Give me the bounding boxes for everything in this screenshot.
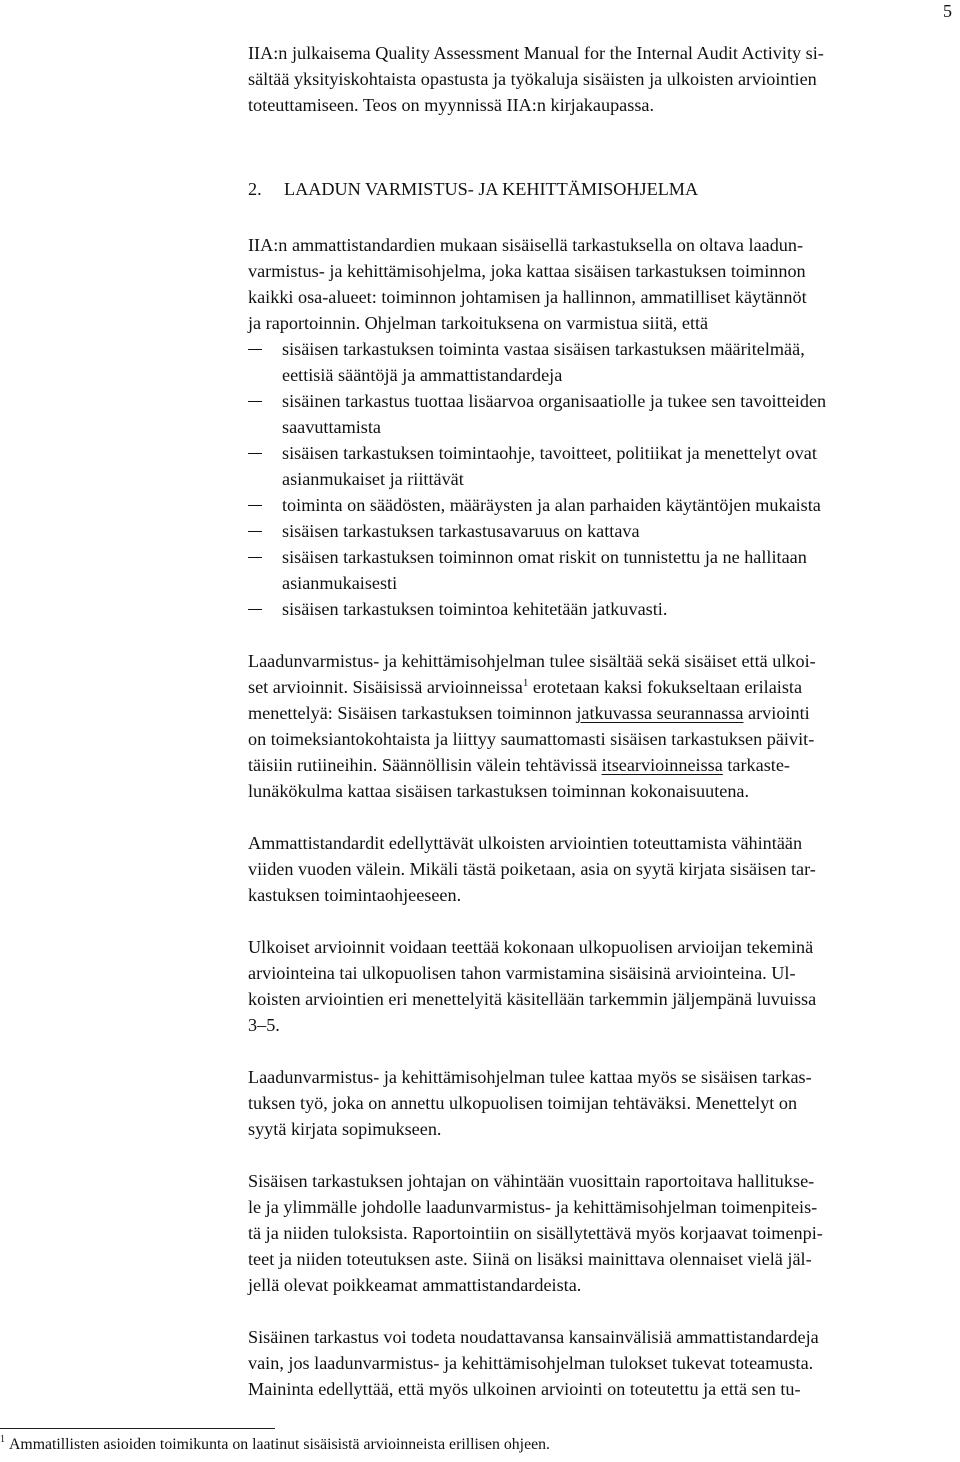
text-line: kaikki osa-alueet: toiminnon johtamisen ja hallinnon, ammatilliset käytännöt [248, 287, 807, 307]
text-line: Maininta edellyttää, että myös ulkoinen arviointi on toteutettu ja että sen tu- [248, 1379, 801, 1399]
dash-bullet-icon [248, 336, 262, 362]
footnote-text: Ammatillisten asioiden toimikunta on laatinut sisäisistä arvioinneista erillisen ohjeen. [9, 1436, 550, 1453]
text-line: tuksen työ, joka on annettu ulkopuolisen toimijan tehtäväksi. Menettelyt on [248, 1093, 798, 1113]
text-line: viiden vuoden välein. Mikäli tästä poiketaan, asia on syytä kirjata sisäisen tar- [248, 859, 816, 879]
list-item [248, 492, 956, 518]
dash-bullet-icon [248, 492, 262, 518]
paragraph-7 [248, 1324, 956, 1402]
text-line: sisäisen tarkastuksen toimintoa kehitetään jatkuvasti. [282, 599, 668, 619]
text-line: kastuksen toimintaohjeeseen. [248, 885, 462, 905]
text-line: teet ja niiden toteutuksen aste. Siinä on lisäksi mainittava olennaiset vielä jäl- [248, 1249, 812, 1269]
text-line: Ulkoiset arvioinnit voidaan teettää kokonaan ulkopuolisen arvioijan tekeminä [248, 937, 814, 957]
text-line [248, 674, 956, 700]
text-span: arviointi [743, 703, 810, 723]
text-line: Laadunvarmistus- ja kehittämisohjelman tulee sisältää sekä sisäiset että ulkoi- [248, 651, 816, 671]
text-line [248, 700, 956, 726]
text-line: IIA:n julkaisema Quality Assessment Manual for the Internal Audit Activity si- [248, 43, 824, 63]
text-line: eettisiä sääntöjä ja ammattistandardeja [282, 365, 563, 385]
underlined-term: jatkuvassa seurannassa [576, 703, 744, 723]
list-item [248, 518, 956, 544]
text-span: set arvioinnit. Sisäisissä arvioinneissa [248, 677, 523, 697]
text-line [248, 752, 956, 778]
paragraph-6 [248, 1168, 956, 1298]
text-line: syytä kirjata sopimukseen. [248, 1119, 442, 1139]
paragraph-2 [248, 648, 956, 804]
dash-bullet-icon [248, 440, 262, 466]
dash-bullet-icon [248, 388, 262, 414]
text-line: asianmukaisesti [282, 573, 398, 593]
list-item [248, 440, 956, 492]
text-span: täisiin rutiineihin. Säännöllisin välein tehtävissä [248, 755, 602, 775]
text-span: menettelyä: Sisäisen tarkastuksen toiminnon [248, 703, 577, 723]
footnote-separator [0, 1428, 275, 1429]
text-line: koisten arviointien eri menettelyitä käsitellään tarkemmin jäljempänä luvuissa [248, 989, 817, 1009]
text-line: sältää yksityiskohtaista opastusta ja työkaluja sisäisten ja ulkoisten arviointien [248, 69, 817, 89]
section-heading [248, 176, 698, 202]
dash-bullet-icon [248, 518, 262, 544]
text-line: IIA:n ammattistandardien mukaan sisäisellä tarkastuksella on oltava laadun- [248, 235, 804, 255]
text-line: varmistus- ja kehittämisohjelma, joka kattaa sisäisen tarkastuksen toiminnon [248, 261, 806, 281]
text-line: toteuttamiseen. Teos on myynnissä IIA:n kirjakaupassa. [248, 95, 655, 115]
paragraph-4 [248, 934, 956, 1038]
paragraph-3 [248, 830, 956, 908]
footnote-reference: 1 [522, 677, 529, 689]
text-line: 3–5. [248, 1015, 280, 1035]
intro-paragraph [248, 40, 956, 118]
footnote-marker: 1 [0, 1434, 5, 1445]
list-item [248, 336, 956, 388]
dash-bullet-icon [248, 596, 262, 622]
dash-bullet-icon [248, 544, 262, 570]
text-line: ja raportoinnin. Ohjelman tarkoituksena on varmistua siitä, että [248, 313, 709, 333]
section-number: 2. [248, 179, 262, 199]
text-line: Sisäinen tarkastus voi todeta noudattavansa kansainvälisiä ammattistandardeja [248, 1327, 819, 1347]
text-line: Laadunvarmistus- ja kehittämisohjelman tulee kattaa myös se sisäisen tarkas- [248, 1067, 812, 1087]
text-line: sisäisen tarkastuksen toiminnon omat riskit on tunnistettu ja ne hallitaan [282, 547, 807, 567]
paragraph-1 [248, 232, 956, 336]
text-line: le ja ylimmälle johdolle laadunvarmistus- ja kehittämisohjelman toimenpiteis- [248, 1197, 818, 1217]
text-line: on toimeksiantokohtaista ja liittyy saumattomasti sisäisen tarkastuksen päivit- [248, 729, 815, 749]
section-title: LAADUN VARMISTUS- JA KEHITTÄMISOHJELMA [284, 179, 699, 199]
text-line: tä ja niiden tuloksista. Raportointiin on sisällytettävä myös korjaavat toimenpi- [248, 1223, 823, 1243]
text-line: asianmukaiset ja riittävät [282, 469, 464, 489]
text-line: saavuttamista [282, 417, 381, 437]
text-line: Ammattistandardit edellyttävät ulkoisten arviointien toteuttamista vähintään [248, 833, 803, 853]
text-line: arviointeina tai ulkopuolisen tahon varmistamina sisäisinä arviointeina. Ul- [248, 963, 796, 983]
section-body [248, 232, 956, 1402]
list-item [248, 596, 956, 622]
list-item [248, 388, 956, 440]
text-span: tarkaste- [722, 755, 790, 775]
footnote [0, 1434, 550, 1456]
text-line: vain, jos laadunvarmistus- ja kehittämisohjelman tulokset tukevat toteamusta. [248, 1353, 814, 1373]
page-body [248, 40, 956, 118]
text-line: lunäkökulma kattaa sisäisen tarkastuksen toiminnan kokonaisuutena. [248, 781, 750, 801]
text-line: Sisäisen tarkastuksen johtajan on vähintään vuosittain raportoitava hallitukse- [248, 1171, 815, 1191]
text-line: sisäisen tarkastuksen toimintaohje, tavoitteet, politiikat ja menettelyt ovat [282, 443, 817, 463]
paragraph-5 [248, 1064, 956, 1142]
text-line: toiminta on säädösten, määräysten ja alan parhaiden käytäntöjen mukaista [282, 495, 821, 515]
list-item [248, 544, 956, 596]
text-span: erotetaan kaksi fokukseltaan erilaista [528, 677, 803, 697]
page-number: 5 [943, 1, 952, 21]
text-line: sisäinen tarkastus tuottaa lisäarvoa organisaatiolle ja tukee sen tavoitteiden [282, 391, 827, 411]
text-line: jellä olevat poikkeamat ammattistandardeista. [248, 1275, 582, 1295]
text-line: sisäisen tarkastuksen tarkastusavaruus on kattava [282, 521, 640, 541]
goal-list [248, 336, 956, 622]
underlined-term: itsearvioinneissa [601, 755, 723, 775]
text-line: sisäisen tarkastuksen toiminta vastaa sisäisen tarkastuksen määritelmää, [282, 339, 805, 359]
